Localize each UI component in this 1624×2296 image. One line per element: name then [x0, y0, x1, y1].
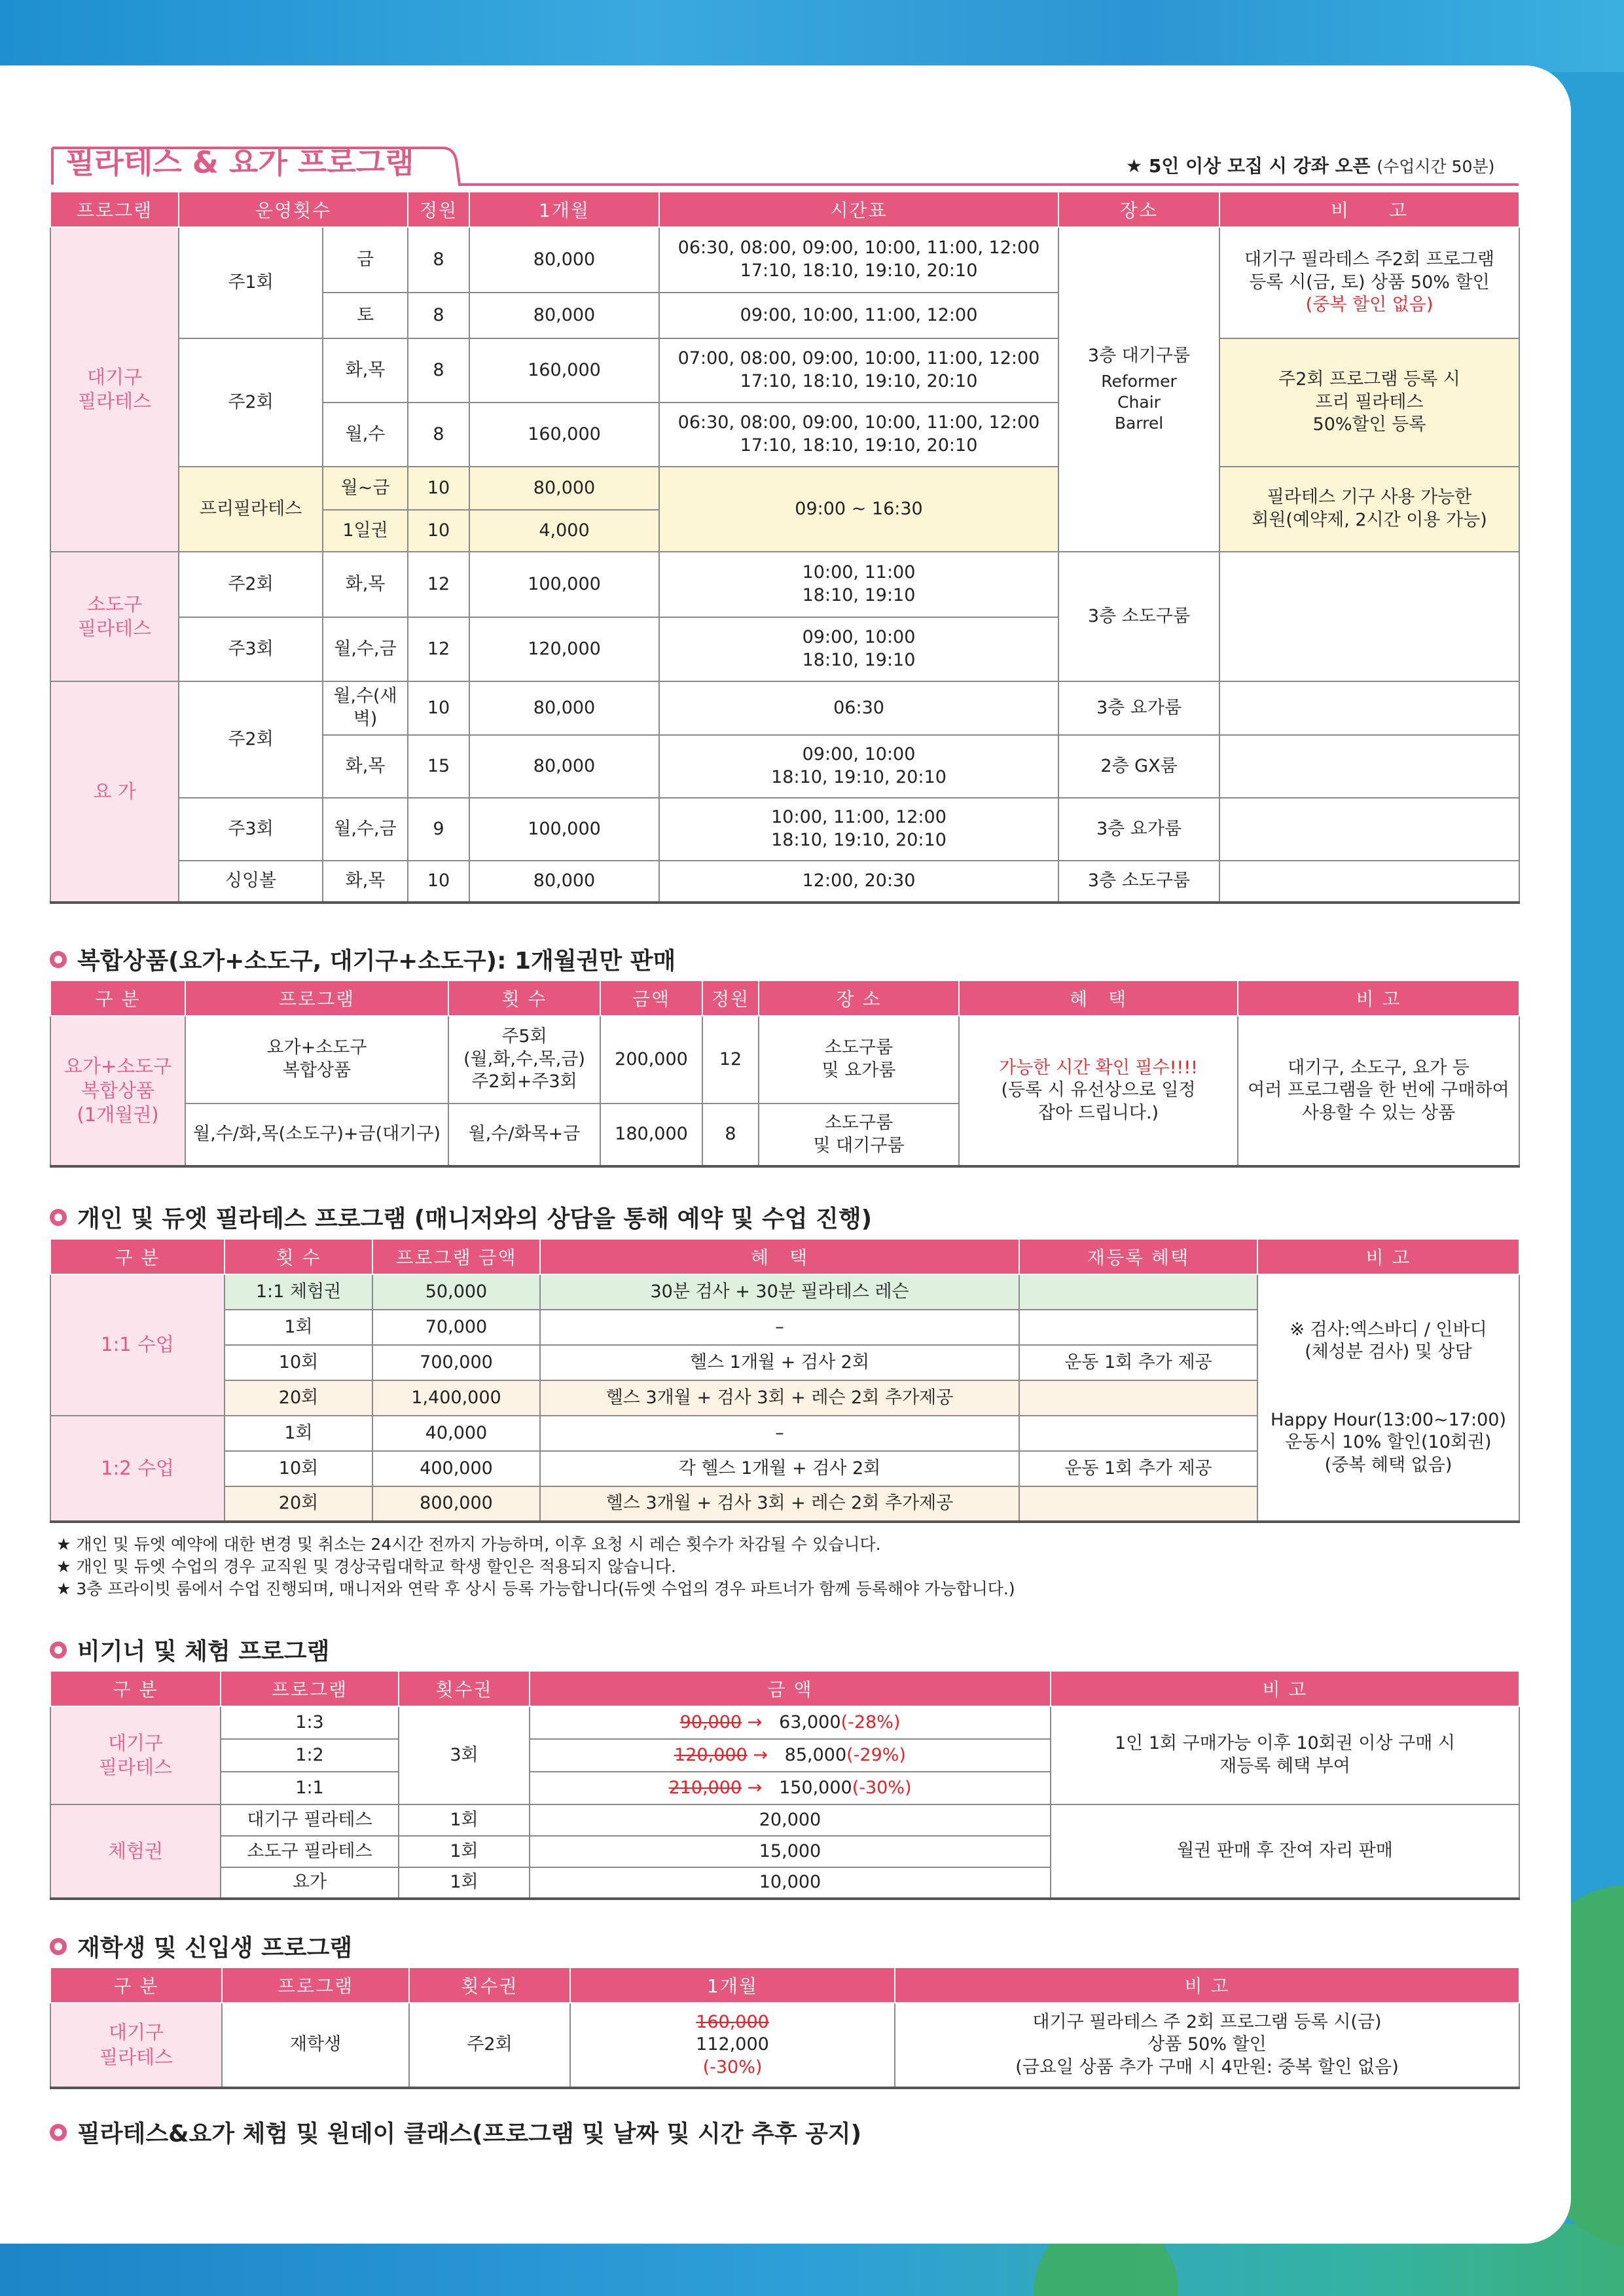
table-row — [50, 467, 1519, 510]
benefit-cell: 헬스 3개월 + 검사 3회 + 레슨 2회 추가제공 — [540, 1486, 1019, 1522]
count-cell: 월,수/화목+금 — [448, 1103, 600, 1166]
note-empty — [1219, 798, 1519, 861]
rereg-cell — [1019, 1486, 1257, 1522]
place-large-equipment: Reformer Chair Barrel — [1101, 372, 1177, 433]
benefit-cell: 각 헬스 1개월 + 검사 2회 — [540, 1451, 1019, 1486]
recruit-note-main: ★ 5인 이상 모집 시 강좌 오픈 — [1126, 155, 1371, 177]
day-cell: 토 — [323, 293, 408, 338]
table-header-row — [50, 1967, 1519, 2003]
benefit-text: (등록 시 유선상으로 일정 잡아 드립니다.) — [1001, 1080, 1196, 1123]
time-cell: 12:00, 20:30 — [659, 861, 1058, 903]
count-cell: 주2회 — [409, 2003, 570, 2088]
place-large-room: 3층 대기구룸 — [1087, 345, 1191, 366]
note-empty — [1219, 552, 1519, 681]
arrow-icon: → — [747, 1744, 768, 1765]
header-note: 비 고 — [1051, 1671, 1519, 1706]
program-cell: 월,수/화,목(소도구)+금(대기구) — [185, 1103, 448, 1166]
table-row — [50, 681, 1519, 735]
personal-notes — [56, 1534, 1015, 1600]
arrow-icon: → — [742, 1712, 763, 1732]
count-cell: 1회 — [399, 1836, 530, 1867]
header-benefit: 혜 택 — [540, 1239, 1019, 1274]
price-cell: 180,000 — [600, 1103, 702, 1166]
beginner-table — [50, 1670, 1520, 1900]
new-price: 150,000 — [779, 1777, 852, 1798]
rereg-cell — [1019, 1274, 1257, 1310]
program-cell: 소도구 필라테스 — [221, 1836, 399, 1867]
price-cell: 120,000 — [469, 617, 659, 681]
count-cell: 10회 — [225, 1451, 372, 1486]
category-small-pilates: 소도구 필라테스 — [50, 552, 179, 681]
category-yoga: 요 가 — [50, 681, 179, 903]
freq-cell: 싱잉볼 — [179, 861, 323, 903]
time-cell: 07:00, 08:00, 09:00, 10:00, 11:00, 12:00 17:10, 18:10, 19:10, 20:10 — [659, 338, 1058, 403]
table-header-row — [50, 192, 1519, 227]
cap-cell: 12 — [408, 552, 469, 617]
header-category: 구 분 — [50, 1671, 221, 1706]
header-price: 프로그램 금액 — [372, 1239, 540, 1274]
category-large-pilates: 대기구 필라테스 — [50, 2003, 222, 2088]
day-cell: 월,수(새벽) — [323, 681, 408, 735]
benefit-cell: 헬스 3개월 + 검사 3회 + 레슨 2회 추가제공 — [540, 1380, 1019, 1416]
program-cell: 1:3 — [221, 1706, 399, 1739]
cap-cell: 8 — [702, 1103, 759, 1166]
count-cell: 10회 — [225, 1345, 372, 1380]
category-trial: 체험권 — [50, 1804, 221, 1899]
count-cell: 1회 — [399, 1867, 530, 1899]
price-cell: 100,000 — [469, 798, 659, 861]
price-cell: 80,000 — [469, 735, 659, 798]
freq-cell: 주2회 — [179, 681, 323, 798]
header-note: 비 고 — [1219, 192, 1519, 227]
old-price: 210,000 — [668, 1777, 742, 1798]
discount-pct: (-28%) — [840, 1712, 901, 1732]
section-beginner-title: 비기너 및 체험 프로그램 — [77, 1638, 330, 1665]
note-empty — [1219, 681, 1519, 735]
student-table — [50, 1967, 1520, 2089]
place-cell: 3층 요가룸 — [1058, 798, 1219, 861]
header-note: 비 고 — [1238, 980, 1519, 1016]
time-cell: 09:00, 10:00 18:10, 19:10 — [659, 617, 1058, 681]
benefit-cell — [959, 1016, 1238, 1166]
category-large-pilates: 대기구 필라테스 — [50, 227, 179, 552]
table-row — [50, 338, 1519, 403]
place-cell: 소도구룸 및 대기구룸 — [759, 1103, 959, 1166]
bullet-icon — [50, 1209, 67, 1226]
price-cell — [530, 1706, 1051, 1739]
header-category: 구 분 — [50, 1239, 225, 1274]
day-cell: 월,수 — [323, 403, 408, 467]
place-cell: 소도구룸 및 요가룸 — [759, 1016, 959, 1103]
time-cell: 10:00, 11:00, 12:00 18:10, 19:10, 20:10 — [659, 798, 1058, 861]
day-cell: 월,수,금 — [323, 617, 408, 681]
price-cell: 4,000 — [469, 510, 659, 552]
section-combo-heading — [50, 942, 676, 976]
header-frequency: 운영횟수 — [179, 192, 408, 227]
day-cell: 화,목 — [323, 735, 408, 798]
cap-cell: 8 — [408, 338, 469, 403]
discount-pct: (-30%) — [852, 1777, 912, 1798]
table-row — [50, 1706, 1519, 1739]
rereg-cell — [1019, 1310, 1257, 1345]
price-cell: 800,000 — [372, 1486, 540, 1522]
cap-cell: 9 — [408, 798, 469, 861]
program-cell: 대기구 필라테스 — [221, 1804, 399, 1836]
count-cell: 3회 — [399, 1706, 530, 1804]
price-cell: 100,000 — [469, 552, 659, 617]
day-cell: 월~금 — [323, 467, 408, 510]
cap-cell: 15 — [408, 735, 469, 798]
cap-cell: 8 — [408, 403, 469, 467]
program-cell: 요가+소도구 복합상품 — [185, 1016, 448, 1103]
header-count: 횟수권 — [399, 1671, 530, 1706]
combo-table — [50, 980, 1520, 1168]
section-personal-title: 개인 및 듀엣 필라테스 프로그램 (매니저와의 상담을 통해 예약 및 수업 진행) — [77, 1206, 873, 1232]
table-row — [50, 1016, 1519, 1103]
table-row — [50, 1274, 1519, 1310]
price-cell: 200,000 — [600, 1016, 702, 1103]
bullet-icon — [50, 1938, 67, 1955]
cap-cell: 10 — [408, 861, 469, 903]
new-price: 63,000 — [779, 1712, 841, 1732]
header-benefit: 혜 택 — [959, 980, 1238, 1016]
price-cell: 400,000 — [372, 1451, 540, 1486]
header-count: 횟 수 — [448, 980, 600, 1016]
note-cell: 대기구, 소도구, 요가 등 여러 프로그램을 한 번에 구매하여 사용할 수 있는 상품 — [1238, 1016, 1519, 1166]
table-row — [50, 227, 1519, 293]
cap-cell: 10 — [408, 510, 469, 552]
header-price: 금액 — [600, 980, 702, 1016]
count-cell: 20회 — [225, 1486, 372, 1522]
freq-cell: 주3회 — [179, 798, 323, 861]
header-place: 장소 — [1058, 192, 1219, 227]
table-row — [50, 2003, 1519, 2088]
price-cell: 80,000 — [469, 861, 659, 903]
day-cell: 화,목 — [323, 861, 408, 903]
header-category: 구 분 — [50, 1967, 222, 2003]
freq-cell: 주2회 — [179, 338, 323, 467]
category-large-pilates: 대기구 필라테스 — [50, 1706, 221, 1804]
header-note: 비 고 — [1257, 1239, 1519, 1274]
price-cell — [570, 2003, 895, 2088]
section-oneday-title: 필라테스&요가 체험 및 원데이 클래스(프로그램 및 날짜 및 시간 추후 공지) — [77, 2121, 862, 2147]
count-cell: 1회 — [225, 1416, 372, 1451]
header-price: 금 액 — [530, 1671, 1051, 1706]
time-cell: 09:00 ~ 16:30 — [659, 467, 1058, 552]
cap-cell: 10 — [408, 681, 469, 735]
note-empty — [1219, 735, 1519, 798]
table-header-row — [50, 1671, 1519, 1706]
count-cell: 1회 — [225, 1310, 372, 1345]
day-cell: 1일권 — [323, 510, 408, 552]
recruit-note-small: (수업시간 50분) — [1377, 157, 1495, 176]
program-cell: 요가 — [221, 1867, 399, 1899]
count-cell: 1회 — [399, 1804, 530, 1836]
category-1on2: 1:2 수업 — [50, 1416, 225, 1522]
program-cell: 1:2 — [221, 1739, 399, 1772]
time-cell: 10:00, 11:00 18:10, 19:10 — [659, 552, 1058, 617]
old-price: 90,000 — [679, 1712, 742, 1732]
header-place: 장 소 — [759, 980, 959, 1016]
place-cell: 3층 요가룸 — [1058, 681, 1219, 735]
table-row — [50, 861, 1519, 903]
table-row — [50, 1804, 1519, 1836]
note-line: ★ 개인 및 듀엣 예약에 대한 변경 및 취소는 24시간 전까지 가능하며, 이후 요청 시 레슨 횟수가 차감될 수 있습니다. — [56, 1535, 881, 1554]
table-header-row — [50, 980, 1519, 1016]
count-cell: 20회 — [225, 1380, 372, 1416]
benefit-cell: 헬스 1개월 + 검사 2회 — [540, 1345, 1019, 1380]
price-cell: 50,000 — [372, 1274, 540, 1310]
cap-cell: 8 — [408, 293, 469, 338]
background-top — [0, 0, 1624, 72]
program-cell: 1:1 — [221, 1772, 399, 1804]
price-cell: 80,000 — [469, 467, 659, 510]
note-cell: 1인 1회 구매가능 이후 10회권 이상 구매 시 재등록 혜택 부여 — [1051, 1706, 1519, 1804]
old-price: 120,000 — [674, 1744, 748, 1765]
category-1on1: 1:1 수업 — [50, 1274, 225, 1416]
time-cell: 09:00, 10:00 18:10, 19:10, 20:10 — [659, 735, 1058, 798]
price-cell: 40,000 — [372, 1416, 540, 1451]
header-note: 비 고 — [895, 1967, 1519, 2003]
price-cell: 80,000 — [469, 681, 659, 735]
day-cell: 화,목 — [323, 338, 408, 403]
note1-text: 대기구 필라테스 주2회 프로그램 등록 시(금, 토) 상품 50% 할인 — [1244, 249, 1495, 293]
category-combo: 요가+소도구 복합상품 (1개월권) — [50, 1016, 185, 1166]
freq-cell: 주3회 — [179, 617, 323, 681]
bullet-icon — [50, 951, 67, 968]
table-header-row — [50, 1239, 1519, 1274]
bullet-icon — [50, 1641, 67, 1659]
price-cell: 10,000 — [530, 1867, 1051, 1899]
section-beginner-heading — [50, 1633, 329, 1666]
price-cell: 20,000 — [530, 1804, 1051, 1836]
page-title: 필라테스 & 요가 프로그램 — [65, 145, 414, 180]
note-line: ★ 개인 및 듀엣 수업의 경우 교직원 및 경상국립대학교 학생 할인은 적용되지 않습니다. — [56, 1556, 676, 1576]
price-cell: 15,000 — [530, 1836, 1051, 1867]
price-cell: 80,000 — [469, 227, 659, 293]
program-cell: 재학생 — [222, 2003, 409, 2088]
cap-cell: 12 — [702, 1016, 759, 1103]
benefit-red-text: 가능한 시간 확인 필수!!!! — [999, 1057, 1198, 1078]
discount-pct: (-30%) — [702, 2056, 763, 2077]
header-count: 횟수권 — [409, 1967, 570, 2003]
table-row — [50, 798, 1519, 861]
time-cell: 09:00, 10:00, 11:00, 12:00 — [659, 293, 1058, 338]
header-capacity: 정원 — [408, 192, 469, 227]
note-cell: ※ 검사:엑스바디 / 인바디 (체성분 검사) 및 상담 Happy Hour(13:00~17:00) 운동시 10% 할인(10회권) (중복 혜택 없음) — [1257, 1274, 1519, 1522]
day-cell: 금 — [323, 227, 408, 293]
bullet-icon — [50, 2124, 67, 2141]
freq-cell: 프리필라테스 — [179, 467, 323, 552]
cap-cell: 12 — [408, 617, 469, 681]
header-schedule: 시간표 — [659, 192, 1058, 227]
freq-cell: 주1회 — [179, 227, 323, 338]
discount-pct: (-29%) — [846, 1744, 906, 1765]
time-cell: 06:30, 08:00, 09:00, 10:00, 11:00, 12:00 17:10, 18:10, 19:10, 20:10 — [659, 227, 1058, 293]
price-cell — [530, 1772, 1051, 1804]
cap-cell: 10 — [408, 467, 469, 510]
note-empty — [1219, 861, 1519, 903]
section-combo-title: 복합상품(요가+소도구, 대기구+소도구): 1개월권만 판매 — [77, 948, 676, 975]
header-rereg: 재등록 혜택 — [1019, 1239, 1257, 1274]
section-student-title: 재학생 및 신입생 프로그램 — [77, 1935, 353, 1962]
price-cell: 70,000 — [372, 1310, 540, 1345]
place-small: 3층 소도구룸 — [1058, 552, 1219, 681]
price-cell — [530, 1739, 1051, 1772]
section-oneday-heading — [50, 2115, 861, 2149]
note-line: ★ 3층 프라이빗 룸에서 수업 진행되며, 매니저와 연락 후 상시 등록 가능합니다(듀엣 수업의 경우 파트너가 함께 등록해야 가능합니다.) — [56, 1579, 1015, 1598]
rereg-cell — [1019, 1416, 1257, 1451]
header-month: 1개월 — [570, 1967, 895, 2003]
price-cell: 160,000 — [469, 338, 659, 403]
header-program: 프로그램 — [222, 1967, 409, 2003]
note-cell-2: 주2회 프로그램 등록 시 프리 필라테스 50%할인 등록 — [1219, 338, 1519, 467]
main-program-table — [50, 191, 1520, 904]
header-month: 1개월 — [469, 192, 659, 227]
header-program: 프로그램 — [185, 980, 448, 1016]
place-large — [1058, 227, 1219, 552]
day-cell: 월,수,금 — [323, 798, 408, 861]
header-category: 구 분 — [50, 980, 185, 1016]
new-price: 112,000 — [696, 2034, 769, 2055]
freq-cell: 주2회 — [179, 552, 323, 617]
arrow-icon: → — [742, 1777, 763, 1798]
rereg-cell: 운동 1회 추가 제공 — [1019, 1345, 1257, 1380]
rereg-cell: 운동 1회 추가 제공 — [1019, 1451, 1257, 1486]
new-price: 85,000 — [784, 1744, 847, 1765]
count-cell: 1:1 체험권 — [225, 1274, 372, 1310]
price-cell: 80,000 — [469, 293, 659, 338]
price-cell: 160,000 — [469, 403, 659, 467]
section-personal-heading — [50, 1200, 872, 1234]
header-program: 프로그램 — [221, 1671, 399, 1706]
header-count: 횟 수 — [225, 1239, 372, 1274]
benefit-cell: – — [540, 1416, 1019, 1451]
note-cell-1 — [1219, 227, 1519, 338]
cap-cell: 8 — [408, 227, 469, 293]
note1-red: (중복 할인 없음) — [1305, 295, 1434, 315]
time-cell: 06:30, 08:00, 09:00, 10:00, 11:00, 12:00 17:10, 18:10, 19:10, 20:10 — [659, 403, 1058, 467]
time-cell: 06:30 — [659, 681, 1058, 735]
header-program: 프로그램 — [50, 192, 179, 227]
note-cell: 월권 판매 후 잔여 자리 판매 — [1051, 1804, 1519, 1899]
table-row — [50, 552, 1519, 617]
note-cell-3: 필라테스 기구 사용 가능한 회원(예약제, 2시간 이용 가능) — [1219, 467, 1519, 552]
place-cell: 3층 소도구룸 — [1058, 861, 1219, 903]
price-cell: 1,400,000 — [372, 1380, 540, 1416]
old-price: 160,000 — [696, 2011, 769, 2032]
header-capacity: 정원 — [702, 980, 759, 1016]
benefit-cell: – — [540, 1310, 1019, 1345]
place-cell: 2층 GX룸 — [1058, 735, 1219, 798]
count-cell: 주5회 (월,화,수,목,금) 주2회+주3회 — [448, 1016, 600, 1103]
recruit-note — [1126, 152, 1624, 178]
section-student-heading — [50, 1929, 352, 1963]
day-cell: 화,목 — [323, 552, 408, 617]
benefit-cell: 30분 검사 + 30분 필라테스 레슨 — [540, 1274, 1019, 1310]
note-cell: 대기구 필라테스 주 2회 프로그램 등록 시(금) 상품 50% 할인 (금요일 상품 추가 구매 시 4만원: 중복 할인 없음) — [895, 2003, 1519, 2088]
personal-table — [50, 1238, 1520, 1523]
rereg-cell — [1019, 1380, 1257, 1416]
price-cell: 700,000 — [372, 1345, 540, 1380]
